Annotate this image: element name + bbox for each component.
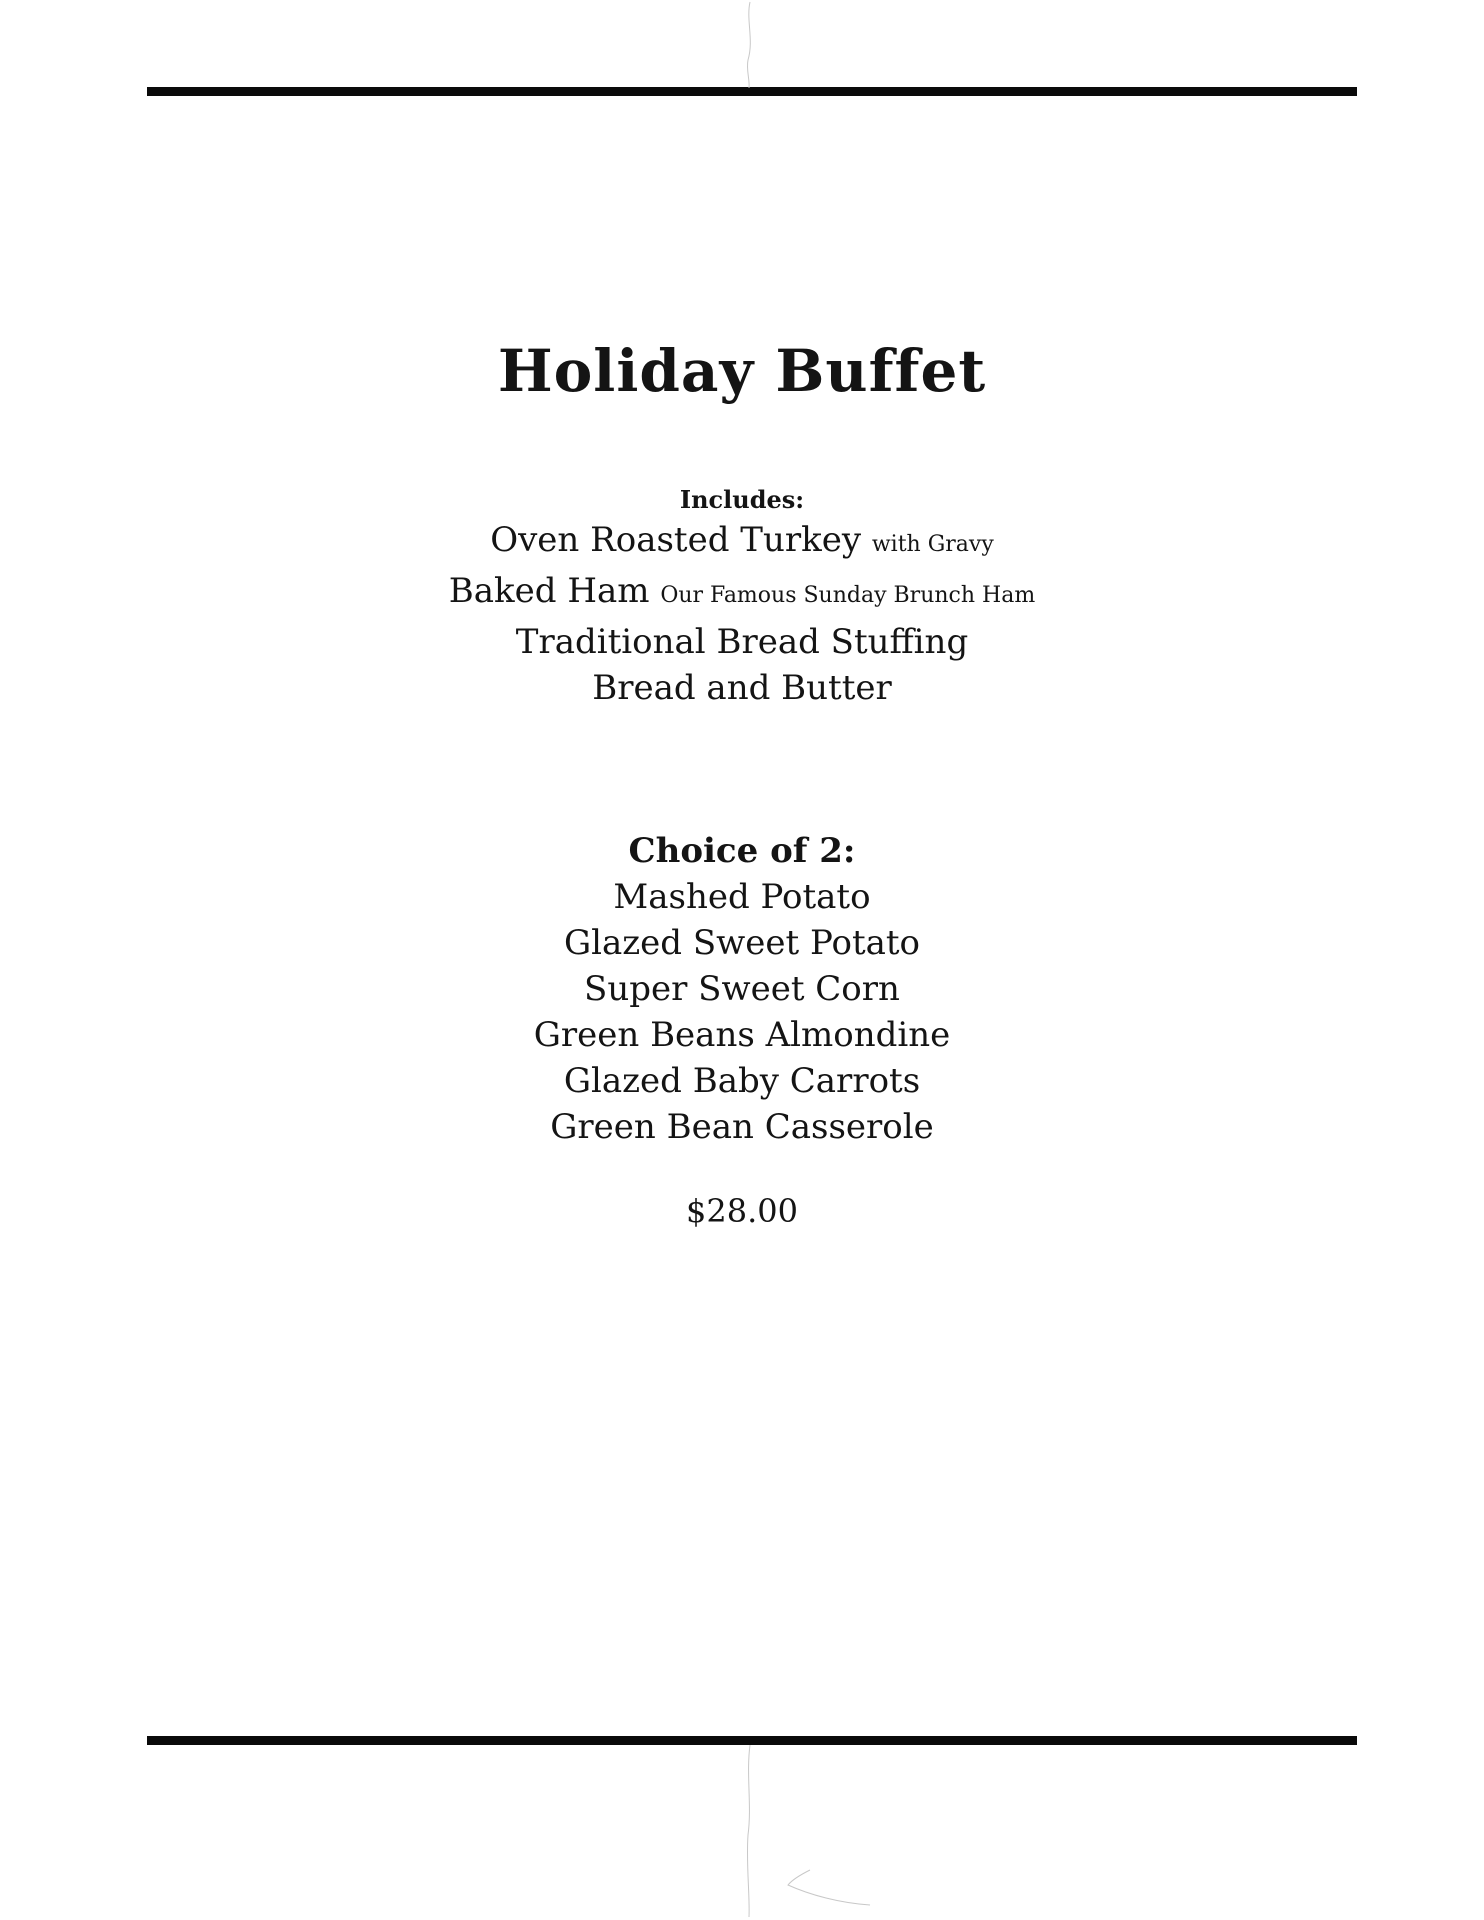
list-item: Super Sweet Corn [584,969,900,1009]
list-item: Glazed Sweet Potato [563,923,921,963]
list-item [0,568,1484,619]
choice-heading: Choice of 2: [628,831,856,871]
includes-list [0,517,1484,711]
bottom-divider [147,1736,1357,1745]
list-item [0,517,1484,568]
list-item [0,619,1484,665]
page-title: Holiday Buffet [497,337,987,405]
paper-crease-mark [740,0,760,90]
list-item: Green Beans Almondine [533,1015,951,1055]
list-item: Glazed Baby Carrots [563,1061,921,1101]
item-name: Traditional Bread Stuffing [515,622,969,662]
item-name: Oven Roasted Turkey [490,520,862,560]
list-item [0,665,1484,711]
item-note: with Gravy [871,532,994,557]
includes-heading: Includes: [679,485,805,514]
list-item: Mashed Potato [613,877,871,917]
paper-crease-mark [740,1745,880,1920]
price: $28.00 [686,1192,798,1230]
item-name: Bread and Butter [592,668,892,708]
choice-list [0,874,1484,1150]
item-name: Baked Ham [448,571,650,611]
list-item: Green Bean Casserole [550,1107,934,1147]
top-divider [147,87,1357,96]
item-note: Our Famous Sunday Brunch Ham [660,583,1036,608]
